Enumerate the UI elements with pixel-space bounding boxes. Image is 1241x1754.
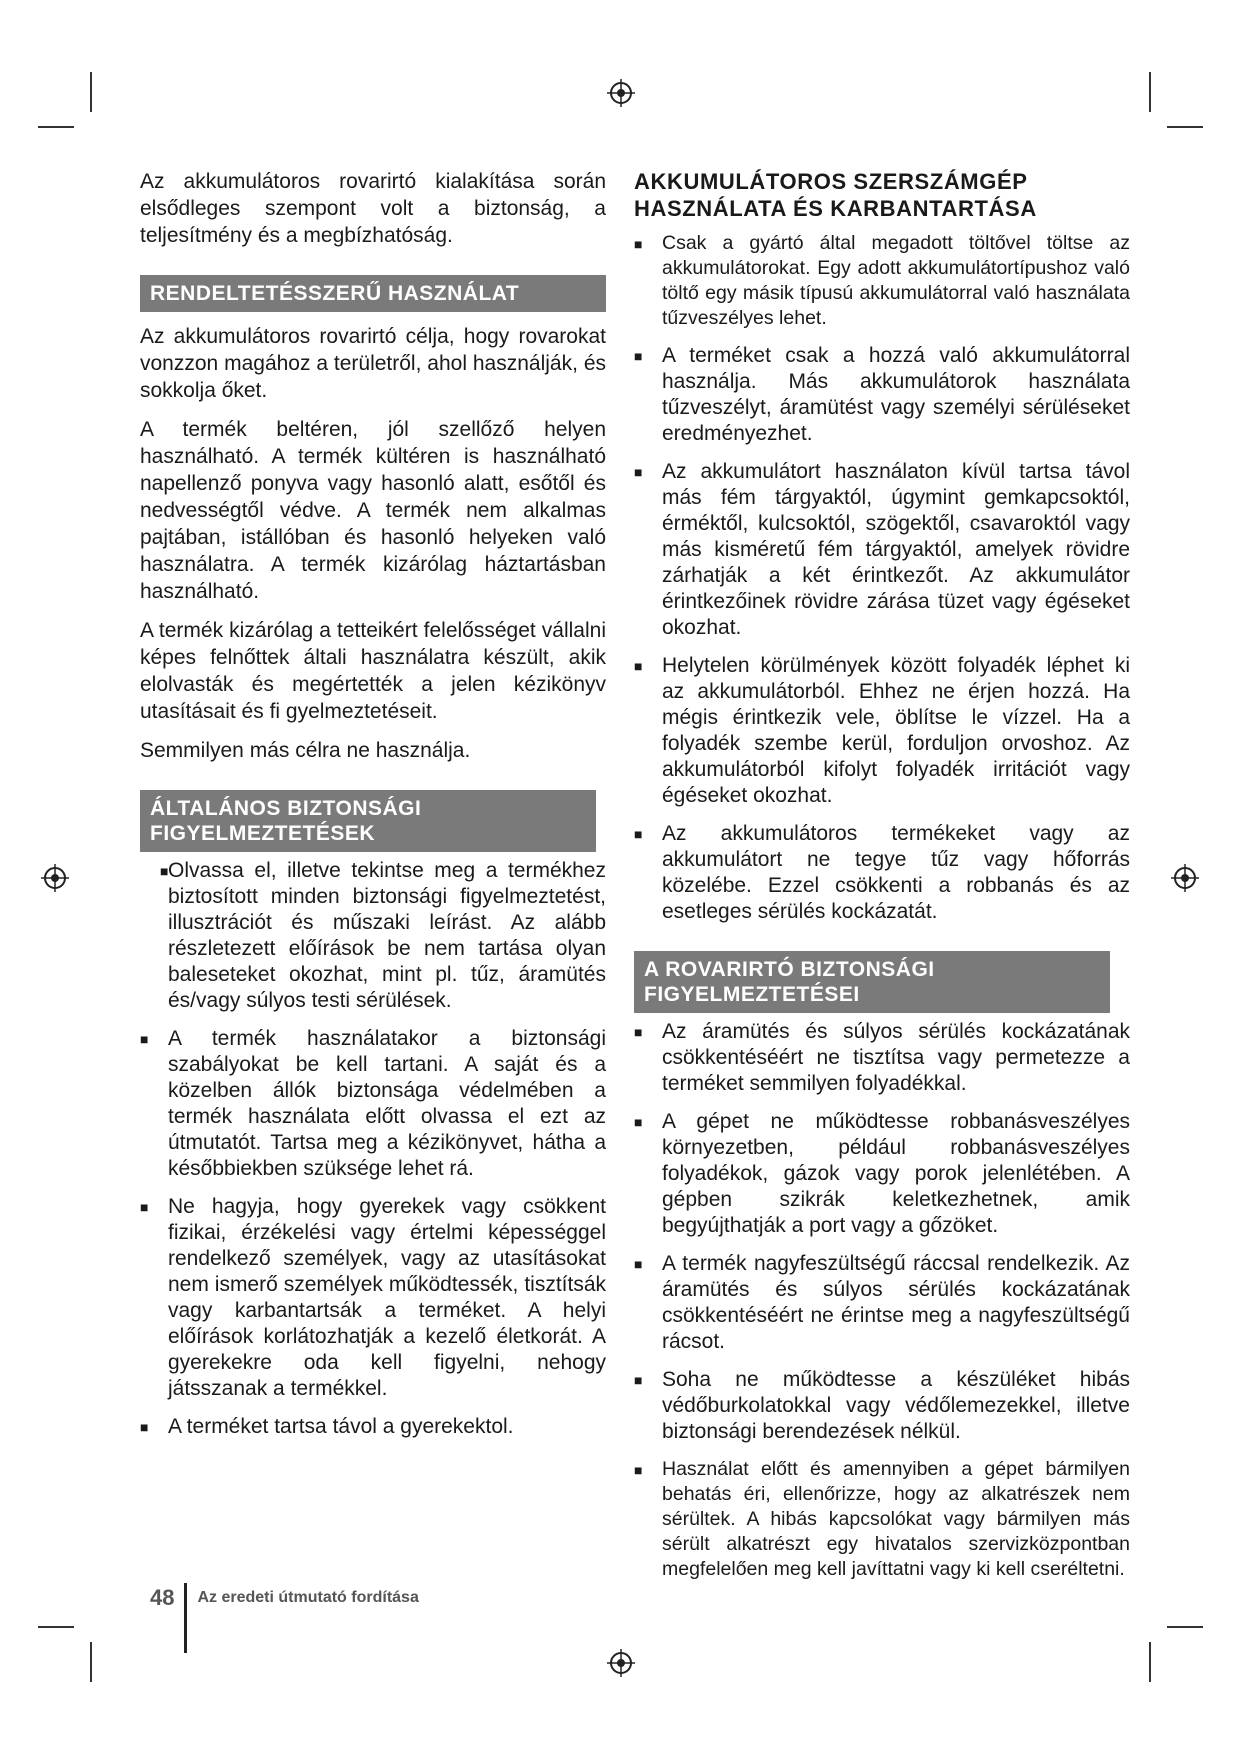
page-footer [150,1583,419,1653]
bullet-icon: ■ [140,1199,149,1215]
crop-mark [1167,1626,1203,1628]
bullet-item: ■ A termék használatakor a biztonsági szabályokat be kell tartani. A saját és a közelben állók biztonsága védelmében a termék használata előtt olvassa el ezt az útmutatót. Tartsa meg a kézikönyvet, hátha a későbbiekben szüksége lehet rá. [140,1027,606,1180]
bullet-icon: ■ [634,1114,643,1130]
bullet-item: ■ Helytelen körülmények között folyadék léphet ki az akkumulátorból. Ehhez ne érjen hozzá. Ha mégis érintkezik vele, öblítse le vízzel. Ha a folyadék szembe kerül, forduljon orvoshoz. Az akkumulátorból kifolyt folyadék irritációt vagy égéseket okozhat. [634,654,1130,807]
bullet-icon: ■ [160,863,169,879]
bullet-icon: ■ [634,1256,643,1272]
bullet-item: ■ A termék nagyfeszültségű ráccsal rendelkezik. Az áramütés és súlyos sérülés kockázatának csökkentéséért ne érintse meg a nagyfeszültségű rácsot. [634,1252,1130,1353]
bullet-item: ■ A gépet ne működtesse robbanásveszélyes környezetben, például robbanásveszélyes folyadékok, gázok vagy porok jelenlétében. A gépben szikrák keletkezhetnek, amik begyújthatják a port vagy a gőzöket. [634,1110,1130,1237]
right-column [634,168,1130,1594]
section-heading-battery-tool: AKKUMULÁTOROS SZERSZÁMGÉP HASZNÁLATA ÉS KARBANTARTÁSA [634,169,1037,221]
paragraph: Semmilyen más célra ne használja. [140,739,471,762]
registration-mark-icon [1170,863,1200,893]
page-number: 48 [150,1585,175,1610]
paragraph: A termék kizárólag a tetteikért felelősséget vállalni képes felnőttek általi használatra készült, akik elolvasták és megértették a jelen kézikönyv utasításait és fi gyelmeztetéseit. [140,619,606,723]
paragraph: Az akkumulátoros rovarirtó célja, hogy rovarokat vonzzon magához a területről, ahol használják, és sokkolja őket. [140,325,606,402]
bullet-item: ■ Használat előtt és amennyiben a gépet bármilyen behatás éri, ellenőrizze, hogy az alkatrészek nem sérültek. A hibás kapcsolókat vagy bármilyen más sérült alkatrészt egy hivatalos szervizközpontban megfelelően meg kell javíttatni vagy ki kell cseréltetni. [634,1458,1130,1580]
left-column [140,168,606,1452]
bullet-item: ■ A terméket csak a hozzá való akkumulátorral használja. Más akkumulátorok használata tűzveszélyt, áramütést vagy személyi sérüléseket eredményezhet. [634,344,1130,445]
registration-mark-icon [606,1648,636,1678]
section-heading-general-safety: ÁLTALÁNOS BIZTONSÁGI FIGYELMEZTETÉSEK [140,790,596,852]
bullet-icon: ■ [140,1419,149,1435]
bullet-icon: ■ [634,236,643,252]
bullet-icon: ■ [634,1372,643,1388]
crop-mark [1149,72,1151,112]
crop-mark [1167,126,1203,128]
bullet-icon: ■ [634,464,643,480]
bullet-icon: ■ [634,348,643,364]
crop-mark [38,126,74,128]
bullet-item: ■ Az akkumulátort használaton kívül tartsa távol más fém tárgyaktól, úgymint gemkapcsoktól, érméktől, kulcsoktól, szögektől, csavaroktól vagy más kisméretű fém tárgyaktól, amelyek rövidre zárhatják a két érintkezőt. Az akkumulátor érintkezőinek rövidre zárása tüzet vagy égéseket okozhat. [634,460,1130,639]
bullet-icon: ■ [634,826,643,842]
intro-paragraph: Az akkumulátoros rovarirtó kialakítása során elsődleges szempont volt a biztonság, a teljesítmény és a megbízhatóság. [140,170,606,247]
bullet-item: ■ Olvassa el, illetve tekintse meg a termékhez biztosított minden biztonsági figyelmeztetést, illusztrációt és műszaki leírást. Az alább részletezett előírások be nem tartása olyan baleseteket okozhat, mint pl. tűz, áramütés és/vagy súlyos testi sérülések. [160,859,606,1012]
section-heading-intended-use: RENDELTETÉSSZERŰ HASZNÁLAT [140,275,606,312]
crop-mark [1149,1642,1151,1682]
bullet-item: ■ Csak a gyártó által megadott töltővel töltse az akkumulátorokat. Egy adott akkumulátortípushoz való töltő egy másik típusú akkumulátorral való használata tűzveszélyes lehet. [634,232,1130,329]
bullet-icon: ■ [634,1462,643,1478]
bullet-item: ■ Az áramütés és súlyos sérülés kockázatának csökkentéséért ne tisztítsa vagy permetezze a terméket semmilyen folyadékkal. [634,1020,1130,1095]
section-heading-insect-killer-safety: A ROVARIRTÓ BIZTONSÁGI FIGYELMEZTETÉSEI [634,951,1110,1013]
bullet-icon: ■ [140,1031,149,1047]
crop-mark [38,1626,74,1628]
bullet-item: ■ Az akkumulátoros termékeket vagy az akkumulátort ne tegye tűz vagy hőforrás közelébe. Ezzel csökkenti a robbanás és az esetleges sérülés kockázatát. [634,822,1130,923]
registration-mark-icon [606,78,636,108]
crop-mark [90,72,92,112]
bullet-item: ■ A terméket tartsa távol a gyerekektol. [140,1415,514,1438]
paragraph: A termék beltéren, jól szellőző helyen használható. A termék kültéren is használható napellenző ponyva vagy hasonló alatt, esőtől és nedvességtől védve. A termék nem alkalmas pajtában, istállóban és hasonló helyeken való használatra. A termék kizárólag háztartásban használható. [140,418,606,603]
bullet-item: ■ Ne hagyja, hogy gyerekek vagy csökkent fizikai, érzékelési vagy értelmi képességgel rendelkező személyek, vagy az utasításokat nem ismerő személyek működtessék, tisztítsák vagy karbantartsák a terméket. A helyi előírások korlátozhatják a kezelő életkorát. A gyerekekre oda kell figyelni, nehogy játsszanak a termékkel. [140,1195,606,1400]
bullet-item: ■ Soha ne működtesse a készüléket hibás védőburkolatokkal vagy védőlemezekkel, illetve biztonsági berendezések nélkül. [634,1368,1130,1443]
bullet-icon: ■ [634,1024,643,1040]
crop-mark [90,1642,92,1682]
footer-divider [184,1583,187,1653]
footer-text: Az eredeti útmutató fordítása [197,1589,419,1606]
bullet-icon: ■ [634,658,643,674]
registration-mark-icon [40,863,70,893]
